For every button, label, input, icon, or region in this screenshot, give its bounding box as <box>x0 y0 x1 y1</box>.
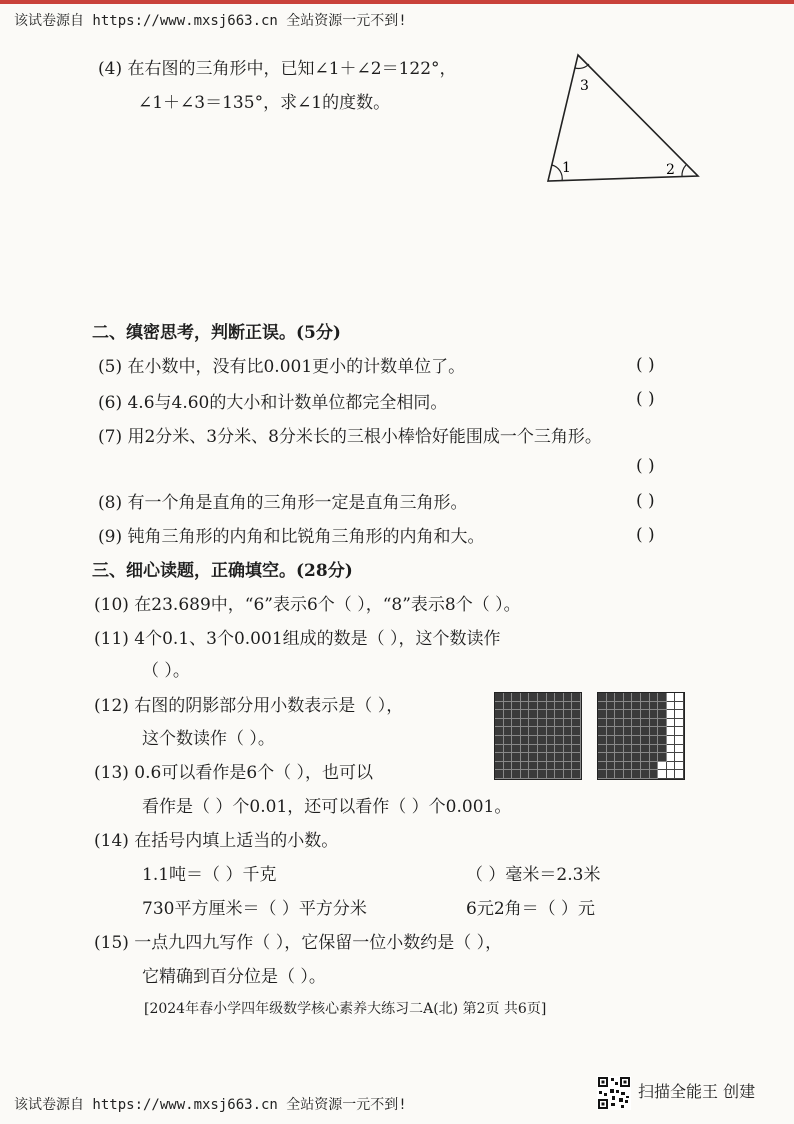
grid-cell <box>521 693 530 702</box>
grid-cell <box>538 702 547 711</box>
q7-text: (7) 用2分米、3分米、8分米长的三根小棒恰好能围成一个三角形。 <box>98 427 602 447</box>
grid-cell <box>658 762 667 771</box>
q4-line1: (4) 在右图的三角形中，已知∠1＋∠2＝122°， <box>98 59 457 79</box>
grid-cell <box>650 719 659 728</box>
grid-cell <box>675 736 684 745</box>
grid-cell <box>572 736 581 745</box>
grid-cell <box>615 736 624 745</box>
grid-cell <box>495 770 504 779</box>
grid-cell <box>529 762 538 771</box>
grid-cell <box>512 762 521 771</box>
grid-cell <box>632 727 641 736</box>
grid-cell <box>564 693 573 702</box>
grid-cell <box>529 770 538 779</box>
grid-cell <box>538 727 547 736</box>
grid-cell <box>675 753 684 762</box>
q11-line2: （ ）。 <box>142 661 190 681</box>
grid-cell <box>504 702 513 711</box>
grid-cell <box>495 727 504 736</box>
grid-cell <box>572 762 581 771</box>
grid-cell <box>555 719 564 728</box>
grid-cell <box>564 719 573 728</box>
grid-cell <box>547 693 556 702</box>
grid-cell <box>512 753 521 762</box>
grid-cell <box>667 719 676 728</box>
grid-cell <box>495 710 504 719</box>
grid-cell <box>607 770 616 779</box>
grid-cell <box>547 745 556 754</box>
grid-cell <box>564 745 573 754</box>
grid-cell <box>658 702 667 711</box>
grid-cell <box>641 762 650 771</box>
grid-cell <box>667 710 676 719</box>
grid-cell <box>512 770 521 779</box>
grid-cell <box>538 762 547 771</box>
grid-cell <box>555 753 564 762</box>
grid-cell <box>538 770 547 779</box>
grid-cell <box>658 727 667 736</box>
grid-cell <box>598 736 607 745</box>
footer-watermark: 该试卷源自 https://www.mxsj663.cn 全站资源一元不到! <box>14 1097 407 1113</box>
grid-cell <box>521 736 530 745</box>
hundred-grid-full <box>494 692 582 780</box>
grid-cell <box>641 710 650 719</box>
grid-cell <box>572 753 581 762</box>
grid-cell <box>547 702 556 711</box>
q14-item-c: 730平方厘米＝（ ）平方分米 <box>142 899 367 919</box>
grid-cell <box>615 753 624 762</box>
grid-cell <box>572 693 581 702</box>
grid-cell <box>495 753 504 762</box>
grid-cell <box>675 719 684 728</box>
grid-cell <box>495 736 504 745</box>
grid-cell <box>572 702 581 711</box>
q6-text: (6) 4.6与4.60的大小和计数单位都完全相同。 <box>98 393 448 413</box>
q15-line1: (15) 一点九四九写作（ ），它保留一位小数约是（ ）， <box>94 933 503 953</box>
section2-heading: 二、缜密思考，判断正误。(5分) <box>92 323 341 343</box>
q12-line1: (12) 右图的阴影部分用小数表示是（ ）， <box>94 696 404 716</box>
grid-cell <box>667 745 676 754</box>
q13-line2: 看作是（ ）个0.01，还可以看作（ ）个0.001。 <box>142 797 512 817</box>
grid-cell <box>658 745 667 754</box>
q8-text: (8) 有一个角是直角的三角形一定是直角三角形。 <box>98 493 468 513</box>
q14-item-d: 6元2角＝（ ）元 <box>466 899 596 919</box>
grid-cell <box>667 693 676 702</box>
q4-line2: ∠1＋∠3＝135°，求∠1的度数。 <box>138 93 391 113</box>
grid-cell <box>538 719 547 728</box>
angle-3-label: 3 <box>580 78 589 94</box>
grid-cell <box>555 745 564 754</box>
grid-cell <box>547 753 556 762</box>
grid-cell <box>641 736 650 745</box>
q14-line1: (14) 在括号内填上适当的小数。 <box>94 831 339 851</box>
grid-cell <box>512 719 521 728</box>
grid-cell <box>538 693 547 702</box>
grid-cell <box>624 770 633 779</box>
q11-line1: (11) 4个0.1、3个0.001组成的数是（ ），这个数读作 <box>94 629 501 649</box>
grid-cell <box>529 745 538 754</box>
grid-cell <box>538 745 547 754</box>
grid-cell <box>667 736 676 745</box>
grid-cell <box>607 745 616 754</box>
grid-cell <box>529 702 538 711</box>
grid-cell <box>632 693 641 702</box>
grid-cell <box>598 745 607 754</box>
grid-cell <box>650 702 659 711</box>
grid-cell <box>607 719 616 728</box>
grid-cell <box>521 710 530 719</box>
q12-line2: 这个数读作（ ）。 <box>142 729 275 749</box>
grid-cell <box>615 710 624 719</box>
grid-cell <box>624 727 633 736</box>
grid-cell <box>504 745 513 754</box>
grid-cell <box>632 753 641 762</box>
grid-cell <box>632 762 641 771</box>
grid-cell <box>624 710 633 719</box>
grid-cell <box>555 770 564 779</box>
grid-cell <box>615 719 624 728</box>
grid-cell <box>598 770 607 779</box>
grid-cell <box>607 762 616 771</box>
qr-code-icon <box>597 1076 631 1110</box>
grid-cell <box>607 736 616 745</box>
section3-heading: 三、细心读题，正确填空。(28分) <box>92 561 353 581</box>
grid-cell <box>572 727 581 736</box>
grid-cell <box>598 727 607 736</box>
grid-cell <box>547 719 556 728</box>
grid-cell <box>512 745 521 754</box>
grid-cell <box>555 693 564 702</box>
grid-cell <box>658 693 667 702</box>
grid-cell <box>521 762 530 771</box>
grid-cell <box>607 753 616 762</box>
hundred-grid-partial <box>597 692 685 780</box>
triangle-diagram <box>540 50 710 190</box>
grid-cell <box>495 762 504 771</box>
grid-cell <box>564 727 573 736</box>
q15-line2: 它精确到百分位是（ ）。 <box>142 967 326 987</box>
grid-cell <box>598 693 607 702</box>
grid-cell <box>675 693 684 702</box>
grid-cell <box>624 736 633 745</box>
q9-text: (9) 钝角三角形的内角和比锐角三角形的内角和大。 <box>98 527 485 547</box>
grid-cell <box>555 702 564 711</box>
grid-cell <box>675 702 684 711</box>
grid-cell <box>564 770 573 779</box>
grid-cell <box>667 702 676 711</box>
grid-cell <box>547 710 556 719</box>
grid-cell <box>538 710 547 719</box>
grid-cell <box>495 693 504 702</box>
q13-line1: (13) 0.6可以看作是6个（ ），也可以 <box>94 763 374 783</box>
grid-cell <box>658 736 667 745</box>
grid-cell <box>598 702 607 711</box>
grid-cell <box>529 727 538 736</box>
grid-cell <box>650 736 659 745</box>
grid-cell <box>641 753 650 762</box>
grid-cell <box>521 702 530 711</box>
grid-cell <box>529 753 538 762</box>
q10-text: (10) 在23.689中，“6”表示6个（ ），“8”表示8个（ ）。 <box>94 595 521 615</box>
grid-cell <box>650 693 659 702</box>
grid-cell <box>632 702 641 711</box>
grid-cell <box>598 719 607 728</box>
scanner-brand: 扫描全能王 创建 <box>638 1082 756 1101</box>
grid-cell <box>598 753 607 762</box>
grid-cell <box>675 710 684 719</box>
grid-cell <box>632 719 641 728</box>
grid-cell <box>555 727 564 736</box>
q5-text: (5) 在小数中，没有比0.001更小的计数单位了。 <box>98 357 466 377</box>
grid-cell <box>555 762 564 771</box>
grid-cell <box>572 710 581 719</box>
grid-cell <box>504 753 513 762</box>
grid-cell <box>521 719 530 728</box>
grid-cell <box>521 745 530 754</box>
grid-cell <box>607 727 616 736</box>
grid-cell <box>624 762 633 771</box>
grid-cell <box>658 719 667 728</box>
grid-cell <box>555 736 564 745</box>
grid-cell <box>598 710 607 719</box>
grid-cell <box>632 770 641 779</box>
grid-cell <box>529 719 538 728</box>
grid-cell <box>538 736 547 745</box>
angle-1-label: 1 <box>562 160 571 176</box>
grid-cell <box>667 770 676 779</box>
grid-cell <box>504 727 513 736</box>
grid-cell <box>504 762 513 771</box>
grid-cell <box>564 753 573 762</box>
grid-cell <box>667 762 676 771</box>
grid-cell <box>529 693 538 702</box>
grid-cell <box>650 727 659 736</box>
grid-cell <box>598 762 607 771</box>
grid-cell <box>641 719 650 728</box>
grid-cell <box>572 770 581 779</box>
grid-cell <box>547 727 556 736</box>
grid-cell <box>624 753 633 762</box>
angle-2-label: 2 <box>666 162 675 178</box>
grid-cell <box>607 710 616 719</box>
grid-cell <box>512 736 521 745</box>
grid-cell <box>547 736 556 745</box>
grid-cell <box>504 719 513 728</box>
grid-cell <box>495 702 504 711</box>
grid-cell <box>521 753 530 762</box>
grid-cell <box>641 770 650 779</box>
grid-cell <box>538 753 547 762</box>
grid-cell <box>615 770 624 779</box>
grid-cell <box>650 770 659 779</box>
grid-cell <box>529 710 538 719</box>
grid-cell <box>615 762 624 771</box>
header-watermark: 该试卷源自 https://www.mxsj663.cn 全站资源一元不到! <box>14 13 407 29</box>
grid-cell <box>521 727 530 736</box>
grid-cell <box>495 719 504 728</box>
grid-cell <box>607 702 616 711</box>
q14-item-a: 1.1吨＝（ ）千克 <box>142 865 277 885</box>
q6-answer-blank[interactable]: ( ) <box>636 389 655 409</box>
grid-cell <box>675 770 684 779</box>
grid-cell <box>658 770 667 779</box>
grid-cell <box>624 719 633 728</box>
grid-cell <box>632 745 641 754</box>
grid-cell <box>641 693 650 702</box>
grid-cell <box>658 753 667 762</box>
grid-cell <box>624 702 633 711</box>
grid-cell <box>512 702 521 711</box>
grid-cell <box>650 710 659 719</box>
angle-2-arc <box>682 165 686 177</box>
grid-cell <box>521 770 530 779</box>
grid-cell <box>675 727 684 736</box>
grid-cell <box>615 727 624 736</box>
grid-cell <box>675 762 684 771</box>
grid-cell <box>641 727 650 736</box>
grid-cell <box>555 710 564 719</box>
grid-cell <box>512 710 521 719</box>
grid-cell <box>547 762 556 771</box>
q14-item-b: （ ）毫米＝2.3米 <box>466 865 601 885</box>
top-edge-line <box>0 0 794 4</box>
page-footer: [2024年春小学四年级数学核心素养大练习二A(北) 第2页 共6页] <box>144 1001 547 1017</box>
grid-cell <box>564 702 573 711</box>
grid-cell <box>632 710 641 719</box>
q7-answer-blank[interactable]: ( ) <box>636 456 655 476</box>
grid-cell <box>495 745 504 754</box>
grid-cell <box>675 745 684 754</box>
grid-cell <box>564 710 573 719</box>
grid-cell <box>667 727 676 736</box>
grid-cell <box>624 693 633 702</box>
grid-cell <box>607 693 616 702</box>
grid-cell <box>650 753 659 762</box>
grid-cell <box>512 693 521 702</box>
grid-cell <box>504 770 513 779</box>
grid-cell <box>529 736 538 745</box>
grid-cell <box>547 770 556 779</box>
grid-cell <box>564 762 573 771</box>
q8-answer-blank[interactable]: ( ) <box>636 491 655 511</box>
grid-cell <box>504 736 513 745</box>
grid-cell <box>615 745 624 754</box>
angle-1-arc <box>552 165 562 181</box>
grid-cell <box>512 727 521 736</box>
grid-cell <box>667 753 676 762</box>
grid-cell <box>624 745 633 754</box>
grid-cell <box>641 702 650 711</box>
grid-cell <box>615 702 624 711</box>
grid-cell <box>650 745 659 754</box>
grid-cell <box>572 719 581 728</box>
grid-cell <box>632 736 641 745</box>
grid-cell <box>564 736 573 745</box>
q9-answer-blank[interactable]: ( ) <box>636 525 655 545</box>
grid-cell <box>615 693 624 702</box>
grid-cell <box>504 710 513 719</box>
q5-answer-blank[interactable]: ( ) <box>636 355 655 375</box>
grid-cell <box>641 745 650 754</box>
grid-cell <box>658 710 667 719</box>
grid-cell <box>504 693 513 702</box>
grid-cell <box>650 762 659 771</box>
grid-cell <box>572 745 581 754</box>
